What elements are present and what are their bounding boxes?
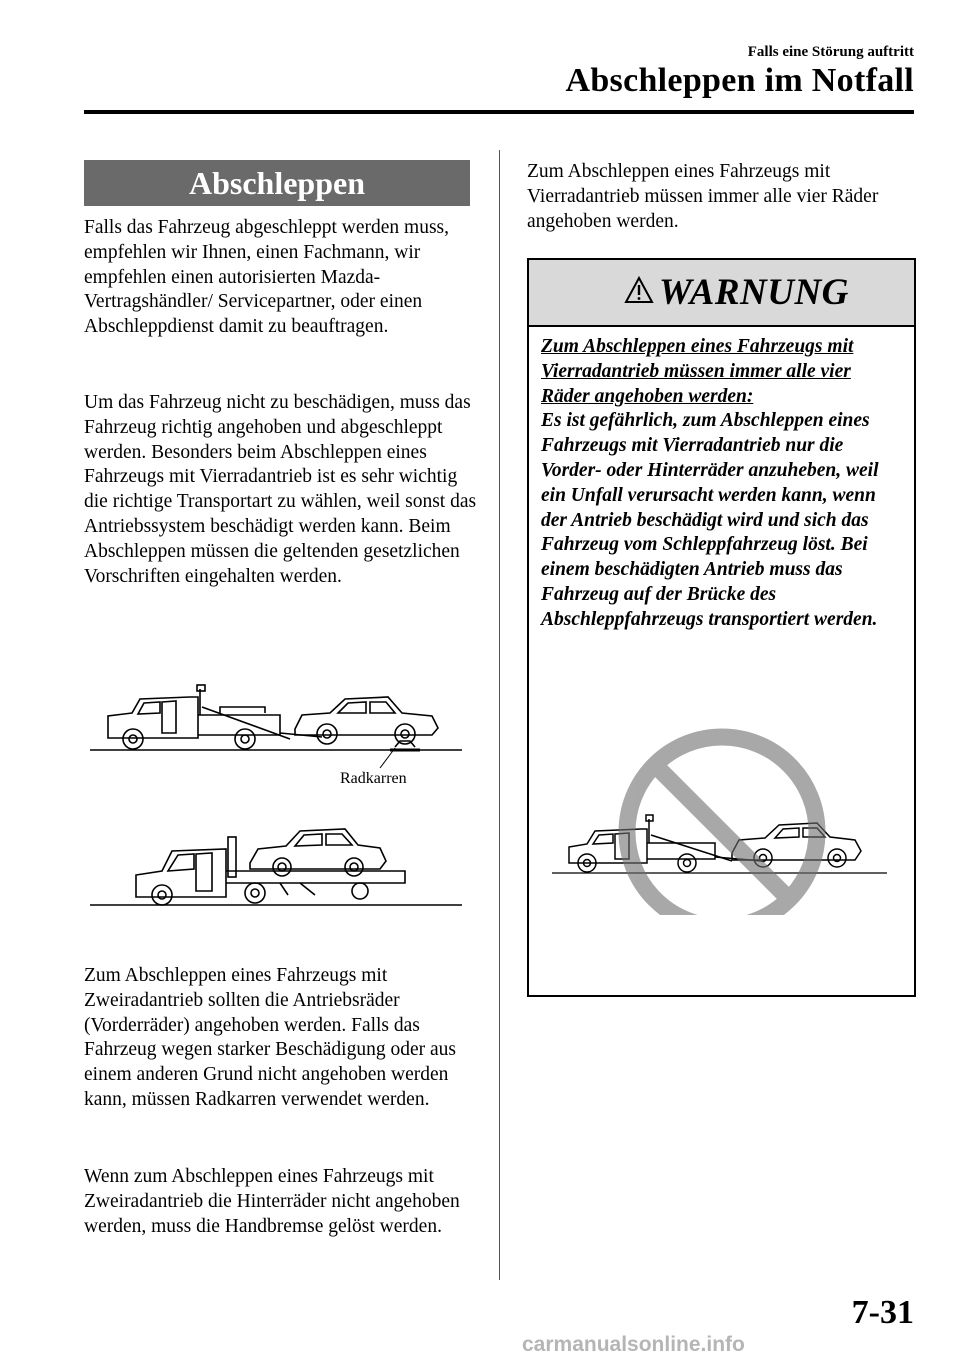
warning-box (527, 258, 916, 997)
warning-text (541, 335, 901, 633)
page-number: 7-31 (851, 1294, 914, 1331)
column-divider (499, 150, 500, 1280)
section-title: Abschleppen (84, 160, 470, 206)
warning-triangle-icon (624, 276, 654, 304)
warning-title: WARNUNG (659, 272, 849, 313)
paragraph-handbrake: Wenn zum Abschleppen eines Fahrzeugs mit Zweiradantrieb die Hinterräder nicht angehoben werden, muss die Handbremse gelöst werden. (84, 1166, 460, 1237)
header-rule (84, 110, 914, 114)
figure-label-wheel-dolly: Radkarren (340, 770, 407, 787)
flatbed-truck-illustration (90, 825, 470, 910)
watermark: carmanualsonline.info (522, 1333, 745, 1356)
warning-body: Es ist gefährlich, zum Abschleppen eines Fahrzeugs mit Vierradantrieb nur die Vorder- oder Hinterräder anzuheben, weil ein Unfall verursacht werden kann, wenn der Antrieb beschädigt wird und sich das Fahrzeug vom Schleppfahrzeug löst. Bei einem beschädigten Antrieb muss das Fahrzeug auf der Brücke des Abschleppfahrzeugs transportiert werden. (541, 410, 879, 630)
paragraph-towing-service: Falls das Fahrzeug abgeschleppt werden muss, empfehlen wir Ihnen, einen Fachmann, wir empfehlen einen autorisierten Mazda-Vertragshändler/ Servicepartner, oder einen Abschleppdienst damit zu beauftragen. (84, 217, 449, 338)
paragraph-two-wheel-drive: Zum Abschleppen eines Fahrzeugs mit Zweiradantrieb sollten die Antriebsräder (Vorderräder) angehoben werden. Falls das Fahrzeug wegen starker Beschädigung oder aus einem anderen Grund nicht angehoben werden kann, müssen Radkarren verwendet werden. (84, 965, 456, 1110)
prohibited-sign-icon (627, 737, 817, 915)
paragraph-proper-lifting: Um das Fahrzeug nicht zu beschädigen, muss das Fahrzeug richtig angehoben und abgeschleppt werden. Besonders beim Abschleppen eines Fahrzeugs mit Vierradantrieb ist es sehr wichtig die richtige Transportart zu wählen, weil sonst das Antriebssystem beschädigt werden kann. Beim Abschleppen müssen die geltenden gesetzlichen Vorschriften eingehalten werden. (84, 392, 477, 587)
prohibited-towing-illustration (547, 715, 897, 915)
header-chapter: Falls eine Störung auftritt (747, 44, 914, 60)
warning-header (529, 260, 914, 327)
header-title: Abschleppen im Notfall (565, 62, 914, 99)
warning-lead: Zum Abschleppen eines Fahrzeugs mit Vierradantrieb müssen immer alle vier Räder angehoben werden: (541, 336, 854, 407)
paragraph-four-wheel-drive: Zum Abschleppen eines Fahrzeugs mit Vierradantrieb müssen immer alle vier Räder angehoben werden. (527, 161, 879, 232)
tow-truck-dolly-illustration (90, 683, 470, 773)
